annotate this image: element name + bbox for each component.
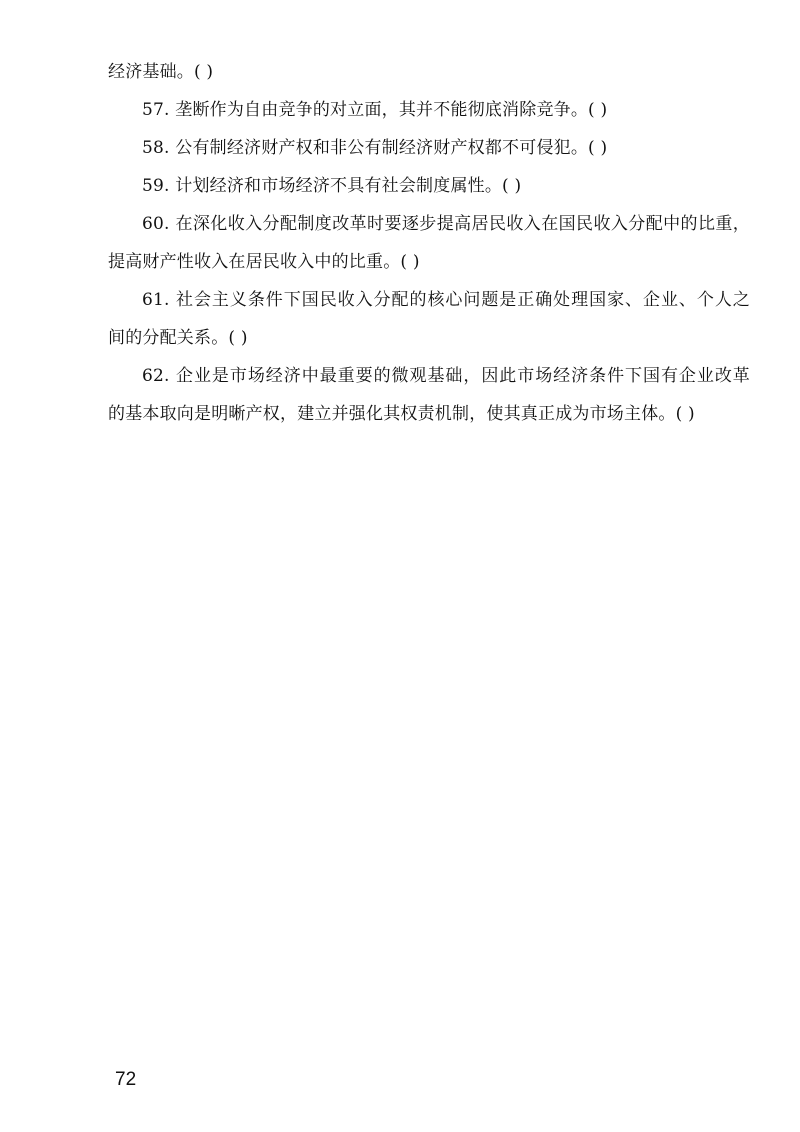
question-61-line-1: 61. 社会主义条件下国民收入分配的核心问题是正确处理国家、企业、个人之 [142, 290, 750, 310]
page-number: 72 [115, 1069, 137, 1090]
question-60-line-1: 60. 在深化收入分配制度改革时要逐步提高居民收入在国民收入分配中的比重， [142, 214, 750, 234]
question-62-line-1: 62. 企业是市场经济中最重要的微观基础，因此市场经济条件下国有企业改革 [142, 366, 750, 386]
question-62-line-2: 的基本取向是明晰产权，建立并强化其权责机制，使其真正成为市场主体。( ) [108, 404, 695, 424]
question-57: 57. 垄断作为自由竞争的对立面，其并不能彻底消除竞争。( ) [142, 100, 608, 120]
question-59: 59. 计划经济和市场经济不具有社会制度属性。( ) [142, 176, 522, 196]
question-61-line-2: 间的分配关系。( ) [108, 328, 248, 348]
text-line-continuation: 经济基础。( ) [108, 62, 214, 82]
question-list [108, 58, 750, 429]
question-60-line-2: 提高财产性收入在居民收入中的比重。( ) [108, 252, 420, 272]
question-58: 58. 公有制经济财产权和非公有制经济财产权都不可侵犯。( ) [142, 138, 608, 158]
